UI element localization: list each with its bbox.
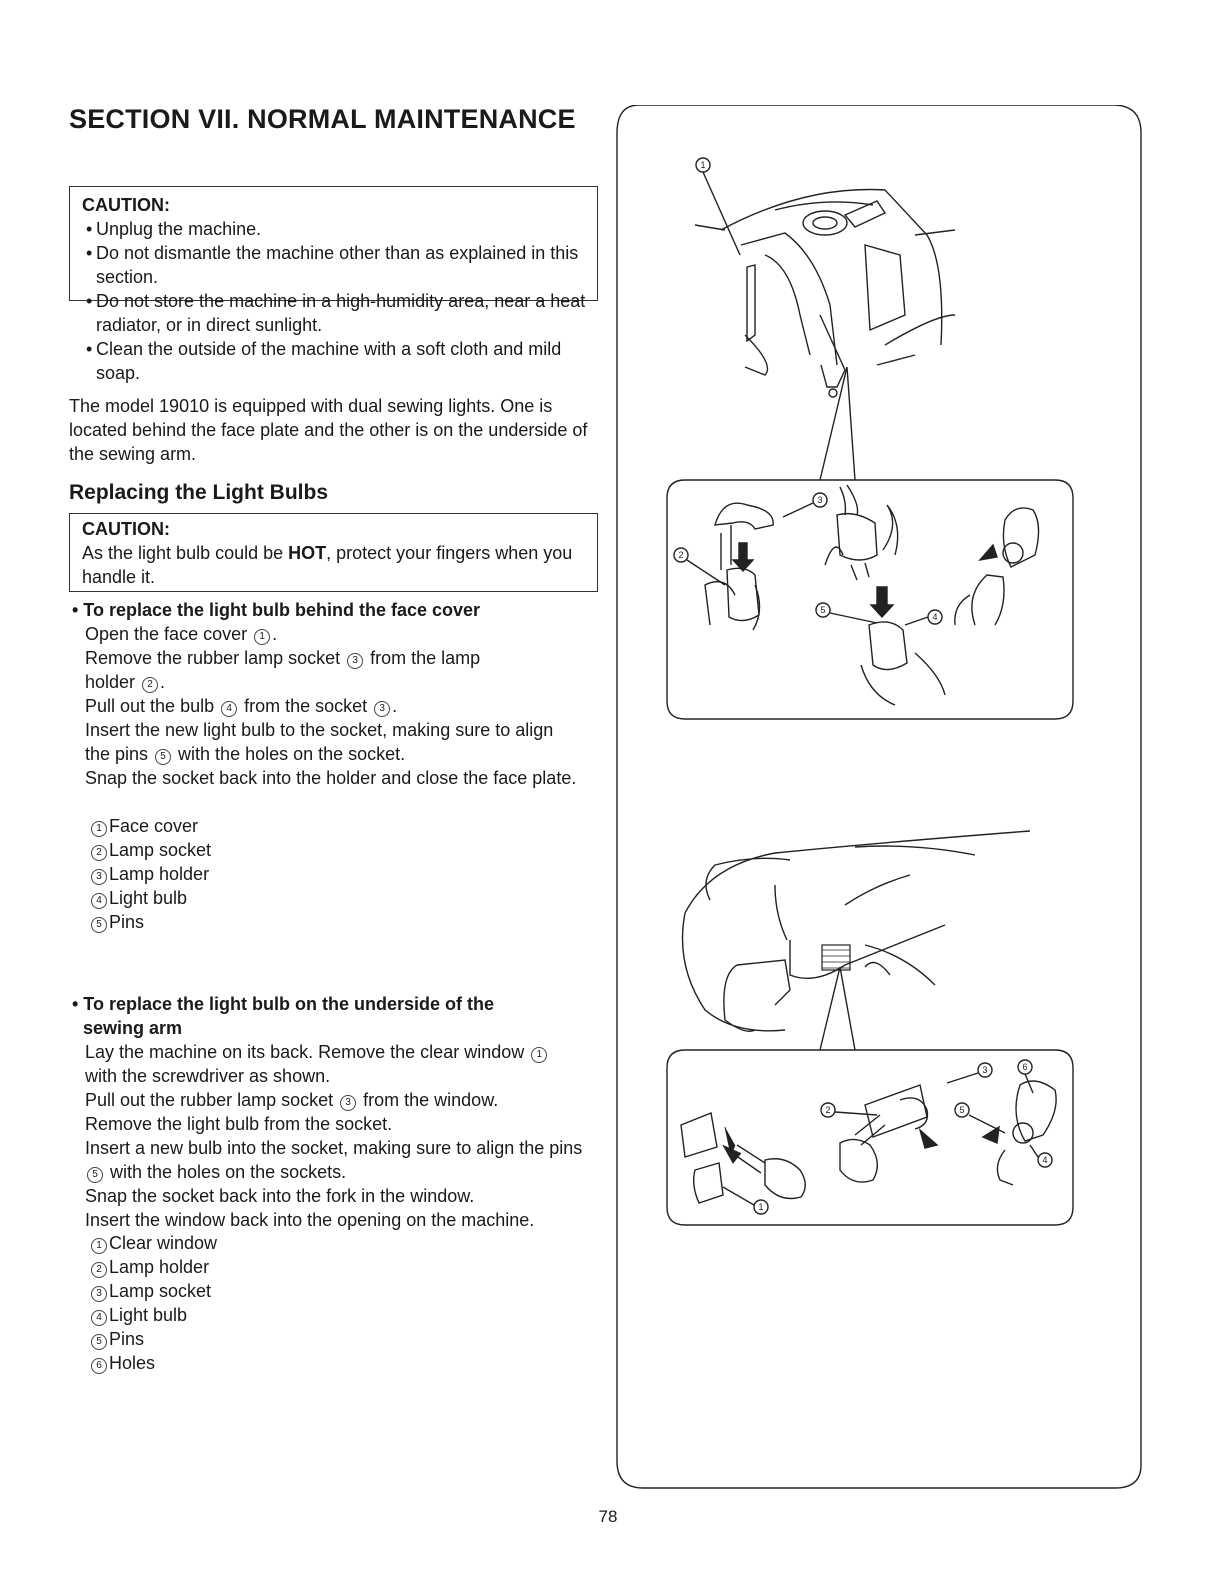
part-item: 1 Face cover bbox=[89, 814, 211, 838]
caution-hot-text bbox=[82, 541, 587, 589]
underside-steps bbox=[85, 1040, 595, 1232]
callout-label: 1 bbox=[758, 1202, 764, 1212]
step: Snap the socket back into the holder and close the face plate. bbox=[85, 768, 577, 788]
caution-text: , protect your fingers when you handle it. bbox=[82, 543, 573, 587]
window-removal-drawing bbox=[681, 1081, 1056, 1203]
subheading: Replacing the Light Bulbs bbox=[69, 481, 329, 504]
part-item: 4 Light bulb bbox=[89, 886, 211, 910]
caution-item: • Do not dismantle the machine other than as explained in this section. bbox=[82, 241, 587, 289]
intro-paragraph: The model 19010 is equipped with dual sewing lights. One is located behind the face plate and the other is on the underside of the sewing arm. bbox=[69, 396, 588, 464]
part-item: 5 Pins bbox=[89, 910, 211, 934]
callout-number: 3 bbox=[374, 701, 390, 717]
caution-hot-word: HOT bbox=[288, 543, 327, 563]
part-item: 6 Holes bbox=[89, 1351, 217, 1375]
lamp-socket-removal-drawing bbox=[705, 485, 1039, 705]
callout-label: 6 bbox=[1022, 1062, 1028, 1072]
step: Snap the socket back into the fork in the window. bbox=[85, 1186, 475, 1206]
step: Remove the rubber lamp socket 3 from the lamp holder 2 . bbox=[85, 648, 481, 692]
part-item: 2 Lamp holder bbox=[89, 1255, 217, 1279]
step: Open the face cover 1 . bbox=[85, 624, 278, 644]
callout-number: 3 bbox=[347, 653, 363, 669]
step: Insert a new bulb into the socket, making sure to align the pins 5 with the holes on the sockets. bbox=[85, 1138, 583, 1182]
step: Pull out the rubber lamp socket 3 from the window. bbox=[85, 1090, 499, 1110]
step: Insert the new light bulb to the socket, making sure to align the pins 5 with the holes on the socket. bbox=[85, 720, 554, 764]
callout-label: 2 bbox=[678, 550, 684, 560]
callout-number: 1 bbox=[254, 629, 270, 645]
machine-head-drawing bbox=[695, 190, 955, 398]
part-item: 4 Light bulb bbox=[89, 1303, 217, 1327]
callout-number: 3 bbox=[340, 1095, 356, 1111]
callout-label: 5 bbox=[959, 1105, 965, 1115]
heading-line: • To replace the light bulb on the underside of the bbox=[72, 994, 494, 1014]
face-cover-steps bbox=[85, 622, 585, 790]
part-item: 1 Clear window bbox=[89, 1231, 217, 1255]
caution-item: • Do not store the machine in a high-humidity area, near a heat radiator, or in direct sunlight. bbox=[82, 289, 587, 337]
callout-number: 1 bbox=[531, 1047, 547, 1063]
callout-number: 2 bbox=[142, 677, 158, 693]
callout-label: 4 bbox=[932, 612, 938, 622]
callout-label: 3 bbox=[817, 495, 823, 505]
callout-label: 1 bbox=[700, 160, 706, 170]
callout-label: 3 bbox=[982, 1065, 988, 1075]
part-item: 3 Lamp socket bbox=[89, 1279, 217, 1303]
face-cover-heading: • To replace the light bulb behind the face cover bbox=[72, 600, 481, 620]
section-title: SECTION VII. NORMAL MAINTENANCE bbox=[69, 104, 576, 134]
caution-heading: CAUTION: bbox=[82, 519, 170, 539]
step: Remove the light bulb from the socket. bbox=[85, 1114, 393, 1134]
callout-number: 5 bbox=[155, 749, 171, 765]
step: Insert the window back into the opening on the machine. bbox=[85, 1210, 535, 1230]
caution-box-general bbox=[69, 186, 598, 383]
caution-item: • Clean the outside of the machine with a soft cloth and mild soap. bbox=[82, 337, 587, 385]
underside-parts bbox=[89, 1231, 217, 1375]
underside-heading bbox=[72, 992, 494, 1040]
part-item: 2 Lamp socket bbox=[89, 838, 211, 862]
heading-line: sewing arm bbox=[83, 1018, 183, 1038]
caution-list bbox=[82, 217, 587, 385]
step: Lay the machine on its back. Remove the clear window 1 with the screwdriver as shown. bbox=[85, 1040, 575, 1088]
caution-box-hot bbox=[69, 513, 598, 592]
callout-number: 4 bbox=[221, 701, 237, 717]
caution-text: As the light bulb could be bbox=[82, 543, 289, 563]
face-cover-parts bbox=[89, 814, 211, 934]
illustration-panel bbox=[615, 105, 1143, 1490]
page-number: 78 bbox=[598, 1507, 618, 1526]
sewing-arm-drawing bbox=[683, 831, 1031, 1031]
part-item: 5 Pins bbox=[89, 1327, 217, 1351]
step: Pull out the bulb 4 from the socket 3 . bbox=[85, 696, 398, 716]
callout-label: 2 bbox=[825, 1105, 831, 1115]
callout-number: 5 bbox=[87, 1167, 103, 1183]
callout-label: 5 bbox=[820, 605, 826, 615]
callout-label: 4 bbox=[1042, 1155, 1048, 1165]
caution-item: • Unplug the machine. bbox=[82, 217, 587, 241]
part-item: 3 Lamp holder bbox=[89, 862, 211, 886]
caution-heading: CAUTION: bbox=[82, 195, 170, 215]
